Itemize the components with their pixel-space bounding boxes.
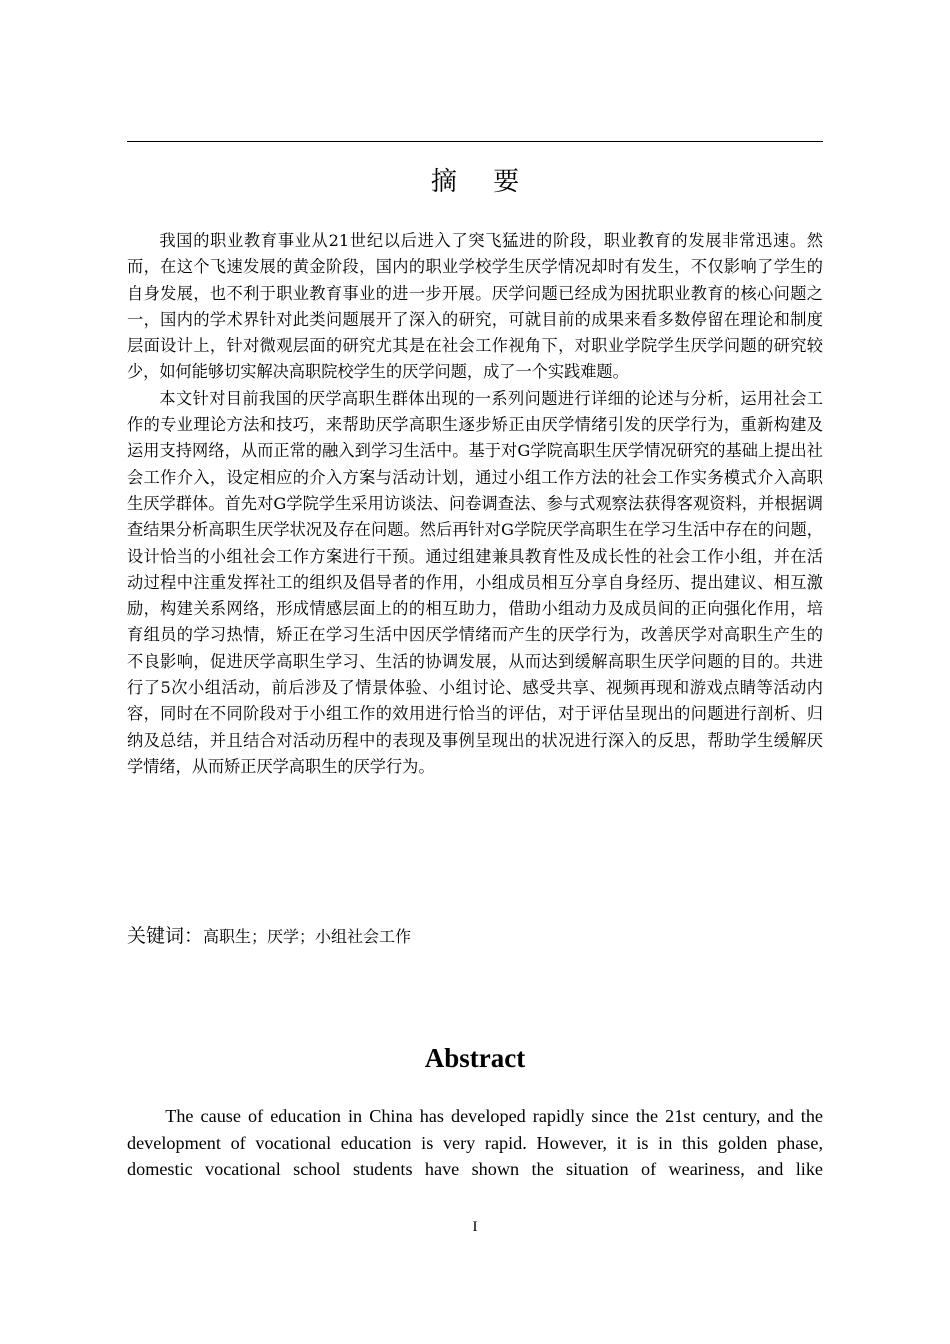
keywords-list: 高职生；厌学；小组社会工作 [203,927,412,946]
abstract-body-cn [127,228,823,780]
keywords-label: 关键词： [127,925,204,947]
abstract-title-cn: 摘 要 [430,167,534,197]
abstract-paragraph-en-1: The cause of education in China has developed rapidly since the 21st century, and the development of vocational education is very rapid. However, it is in this golden phase, domestic vocational school students have shown the situation of weariness, and like [127,1106,823,1179]
abstract-body-en [127,1103,823,1183]
header-rule [127,141,823,142]
abstract-paragraph-cn-1: 我国的职业教育事业从21世纪以后进入了突飞猛进的阶段，职业教育的发展非常迅速。然而，在这个飞速发展的黄金阶段，国内的职业学校学生厌学情况却时有发生，不仅影响了学生的自身发展，也不利于职业教育事业的进一步开展。厌学问题已经成为困扰职业教育的核心问题之一，国内的学术界针对此类问题展开了深入的研究，可就目前的成果来看多数停留在理论和制度层面设计上，针对微观层面的研究尤其是在社会工作视角下，对职业学院学生厌学问题的研究较少，如何能够切实解决高职院校学生的厌学问题，成了一个实践难题。 [127,231,823,382]
abstract-title-en: Abstract [424,1043,526,1073]
abstract-paragraph-cn-2: 本文针对目前我国的厌学高职生群体出现的一系列问题进行详细的论述与分析，运用社会工作的专业理论方法和技巧，来帮助厌学高职生逐步矫正由厌学情绪引发的厌学行为，重新构建及运用支持网络，从而正常的融入到学习生活中。基于对G学院高职生厌学情况研究的基础上提出社会工作介入，设定相应的介入方案与活动计划，通过小组工作方法的社会工作实务模式介入高职生厌学群体。首先对G学院学生采用访谈法、问卷调查法、参与式观察法获得客观资料，并根据调查结果分析高职生厌学状况及存在问题。然后再针对G学院厌学高职生在学习生活中存在的问题，设计恰当的小组社会工作方案进行干预。通过组建兼具教育性及成长性的社会工作小组，并在活动过程中注重发挥社工的组织及倡导者的作用，小组成员相互分享自身经历、提出建议、相互激励，构建关系网络，形成情感层面上的的相互助力，借助小组动力及成员间的正向强化作用，培育组员的学习热情，矫正在学习生活中因厌学情绪而产生的厌学行为，改善厌学对高职生产生的不良影响，促进厌学高职生学习、生活的协调发展，从而达到缓解高职生厌学问题的目的。共进行了5次小组活动，前后涉及了情景体验、小组讨论、感受共享、视频再现和游戏点睛等活动内容，同时在不同阶段对于小组工作的效用进行恰当的评估，对于评估呈现出的问题进行剖析、归纳及总结，并且结合对活动历程中的表现及事例呈现出的状况进行深入的反思，帮助学生缓解厌学情绪，从而矫正厌学高职生的厌学行为。 [127,388,823,776]
page-number: I [472,1219,478,1235]
keywords-line [127,922,823,951]
